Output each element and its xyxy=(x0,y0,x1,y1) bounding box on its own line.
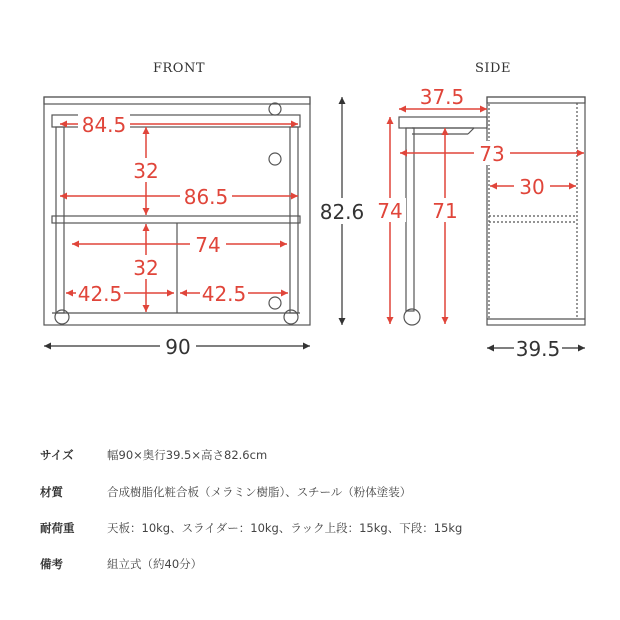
dim-side-slide-depth: 73 xyxy=(479,142,505,166)
dim-side-total-depth: 39.5 xyxy=(515,337,561,361)
dim-front-total-height: 82.6 xyxy=(319,200,365,224)
dim-left-bay: 42.5 xyxy=(77,282,123,306)
dim-side-total-height: 74 xyxy=(377,199,403,223)
dim-right-bay: 42.5 xyxy=(201,282,247,306)
dim-side-top-depth: 37.5 xyxy=(419,85,465,109)
dim-front-total-width: 90 xyxy=(165,335,191,359)
front-top-board xyxy=(44,97,310,104)
front-knob-low xyxy=(269,297,281,309)
dim-side-shelf-depth: 30 xyxy=(519,175,545,199)
side-desk-post xyxy=(406,128,414,311)
spec-value-material: 合成樹脂化粧合板（メラミン樹脂）、スチール（粉体塗装） xyxy=(107,485,412,499)
front-right-post xyxy=(290,127,298,313)
front-red-labels xyxy=(76,112,248,306)
dim-inner-width: 86.5 xyxy=(183,185,229,209)
front-middle-shelf xyxy=(52,216,300,223)
front-view-title: FRONT xyxy=(152,61,206,76)
front-caster-right xyxy=(284,310,298,324)
front-knob-top xyxy=(269,103,281,115)
side-cabinet xyxy=(487,97,585,325)
spec-value-load: 天板：10kg、スライダー：10kg、ラック上段：15kg、下段：15kg xyxy=(107,521,463,535)
front-caster-left xyxy=(55,310,69,324)
spec-value-size: 幅90×奥行39.5×高さ82.6cm xyxy=(107,448,268,462)
side-view-title: SIDE xyxy=(475,61,511,76)
side-view xyxy=(399,97,585,325)
side-desk-top xyxy=(399,117,487,128)
spec-label-notes: 備考 xyxy=(40,557,63,571)
front-left-post xyxy=(56,127,64,313)
dim-lower-width: 74 xyxy=(195,233,221,257)
spec-label-size: サイズ xyxy=(40,448,74,462)
dim-top-shelf-width: 84.5 xyxy=(81,113,127,137)
spec-value-notes: 組立式（約40分） xyxy=(107,557,203,571)
dim-lower-gap: 32 xyxy=(133,256,159,280)
dim-upper-gap: 32 xyxy=(133,159,159,183)
spec-label-material: 材質 xyxy=(40,485,63,499)
spec-label-load: 耐荷重 xyxy=(40,521,75,535)
front-knob-mid xyxy=(269,153,281,165)
dim-side-desk-height: 71 xyxy=(432,199,458,223)
